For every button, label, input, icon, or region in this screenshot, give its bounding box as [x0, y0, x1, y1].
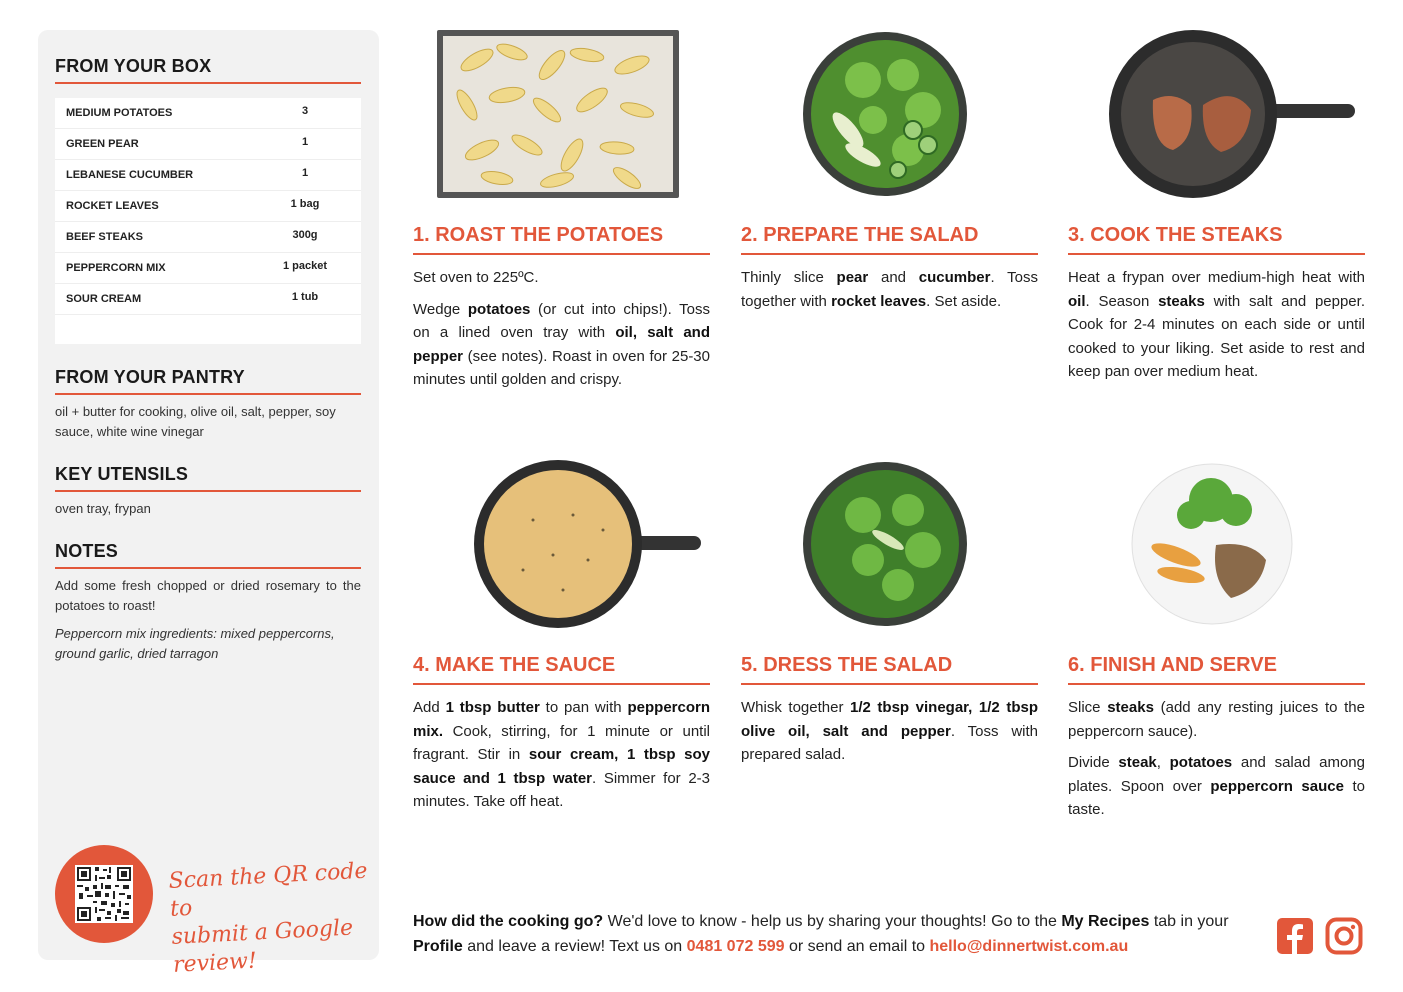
divider: [413, 683, 710, 685]
ingredient-name: SOUR CREAM: [66, 293, 142, 305]
step-1-text: [413, 266, 710, 400]
step-3-paragraph: [1068, 266, 1365, 384]
ingredient-qty: 1: [301, 167, 309, 179]
ingredients-table: [55, 98, 361, 344]
text: and salad among plates. Spoon over: [1068, 754, 1365, 795]
text: ,: [1156, 754, 1170, 771]
ingredient: 1 tbsp butter: [445, 699, 540, 716]
step-2-title: 2. PREPARE THE SALAD: [741, 224, 979, 246]
step-1-title: 1. ROAST THE POTATOES: [413, 224, 664, 246]
ingredient: peppercorn sauce: [1210, 777, 1344, 795]
step-5-text: [741, 696, 1038, 775]
step-5-title: 5. DRESS THE SALAD: [741, 654, 953, 676]
ingredient: oil, salt and pepper: [413, 324, 710, 365]
finish-and-serve-photo: [1131, 460, 1293, 628]
table-row: [55, 98, 361, 129]
pantry-text: oil + butter for cooking, olive oil, salt, pepper, soy sauce, white wine vinegar: [55, 404, 336, 439]
email-link[interactable]: hello@dinnertwist.com.au: [929, 938, 1129, 955]
text: Thinly slice: [741, 269, 837, 286]
text: or send an email to: [784, 938, 930, 955]
divider: [741, 253, 1038, 255]
divider: [1068, 683, 1365, 685]
ingredient-qty: 1: [301, 136, 309, 148]
divider: [413, 253, 710, 255]
step-3-text: [1068, 266, 1365, 392]
ingredient-name: MEDIUM POTATOES: [66, 107, 173, 119]
ingredient: steaks: [1158, 292, 1205, 310]
step-2-paragraph: [741, 266, 1038, 313]
divider: [55, 393, 361, 395]
step-2-text: [741, 266, 1038, 321]
text: Divide: [1068, 754, 1119, 771]
ingredient-qty: 300g: [292, 229, 318, 241]
step-4-paragraph: [413, 696, 710, 814]
ingredient-qty: 1 bag: [290, 198, 320, 210]
divider: [741, 683, 1038, 685]
step-4-title: 4. MAKE THE SAUCE: [413, 654, 616, 676]
text: to taste.: [1068, 777, 1365, 818]
roast-potatoes-photo: [437, 30, 679, 198]
instagram-icon[interactable]: [1325, 917, 1363, 955]
notes-italic-text: Peppercorn mix ingredients: mixed peppercorns, ground garlic, dried tarragon: [55, 626, 335, 661]
dress-salad-photo: [803, 460, 967, 628]
ingredient: steak: [1118, 754, 1157, 771]
text: to pan with: [539, 699, 628, 716]
ingredient-name: BEEF STEAKS: [66, 231, 144, 243]
text: . Simmer for 2-3 minutes. Take off heat.: [413, 769, 710, 810]
text: . Toss together with: [741, 269, 1038, 310]
cook-steaks-photo: [1103, 30, 1355, 198]
table-row: [55, 253, 361, 284]
text: with salt and pepper. Cook for 2-4 minutes on each side or until cooked to your liking. Set aside to rest and keep pan over medium heat.: [1068, 292, 1365, 380]
divider: [1068, 253, 1365, 255]
text: . Season: [1085, 292, 1159, 310]
text: We'd love to know - help us by sharing your thoughts! Go to the: [603, 913, 1062, 930]
text: . Toss with prepared salad.: [741, 722, 1038, 763]
ingredient-qty: 3: [301, 105, 309, 117]
text: Whisk together: [741, 699, 851, 716]
footer-bold: Profile: [413, 938, 463, 955]
text: . Set aside.: [926, 292, 1002, 310]
qr-caption-line: submit a Google review!: [170, 915, 354, 978]
ingredient-name: GREEN PEAR: [66, 138, 139, 150]
ingredient: pear: [836, 269, 869, 286]
table-row: [55, 284, 361, 315]
step-1-paragraph: [413, 298, 710, 392]
ingredient-name: ROCKET LEAVES: [66, 200, 159, 212]
step-6-title: 6. FINISH AND SERVE: [1068, 654, 1277, 676]
step-4-text: [413, 696, 710, 822]
text: (add any resting juices to the peppercorn sauce).: [1068, 699, 1365, 740]
text: Cook, stirring, for 1 minute or until fragrant. Stir in: [413, 722, 710, 763]
ingredient: 1/2 tbsp vinegar, 1/2 tbsp olive oil, salt and pepper: [741, 699, 1038, 740]
footer-bold: How did the cooking go?: [413, 913, 604, 930]
step-1-paragraph: Set oven to 225ºC.: [413, 269, 539, 286]
text: tab in your: [1149, 913, 1229, 930]
ingredient: peppercorn mix.: [413, 699, 710, 740]
text: Slice: [1068, 699, 1108, 716]
step-6-paragraph: [1068, 696, 1365, 743]
from-your-pantry-heading: FROM YOUR PANTRY: [55, 367, 245, 387]
divider: [55, 490, 361, 492]
ingredient-qty: 1 packet: [282, 260, 328, 272]
facebook-icon[interactable]: [1276, 917, 1314, 955]
qr-caption-line: Scan the QR code to: [168, 858, 369, 922]
step-6-paragraph: [1068, 751, 1365, 822]
step-6-text: [1068, 696, 1365, 830]
text: and: [868, 269, 919, 286]
notes-heading: NOTES: [55, 541, 119, 561]
phone-link[interactable]: 0481 072 599: [686, 938, 785, 955]
step-3-title: 3. COOK THE STEAKS: [1068, 224, 1283, 246]
key-utensils-heading: KEY UTENSILS: [55, 464, 189, 484]
qr-code-icon[interactable]: [75, 865, 133, 923]
table-row: [55, 222, 361, 253]
footer-bold: My Recipes: [1061, 913, 1150, 930]
divider: [55, 82, 361, 84]
sidebar: [38, 30, 379, 978]
ingredient-name: LEBANESE CUCUMBER: [66, 169, 194, 181]
ingredient: sour cream, 1 tbsp soy sauce and 1 tbsp water: [413, 746, 710, 787]
make-sauce-photo: [463, 460, 701, 628]
ingredient: steaks: [1107, 699, 1154, 716]
text: (see notes). Roast in oven for 25-30 minutes until golden and crispy.: [413, 347, 710, 388]
step-5-paragraph: [741, 696, 1038, 767]
ingredient-name: PEPPERCORN MIX: [66, 262, 166, 274]
ingredient-qty: 1 tub: [291, 291, 319, 303]
feedback-footer: [413, 909, 1263, 959]
notes-text: Add some fresh chopped or dried rosemary to the potatoes to roast!: [55, 578, 361, 613]
qr-caption: [168, 858, 374, 980]
ingredient: potatoes: [1169, 754, 1233, 771]
text: Add: [413, 699, 446, 716]
text: Heat a frypan over medium-high heat with: [1068, 269, 1365, 286]
ingredient: rocket leaves: [831, 292, 927, 310]
table-row: [55, 191, 361, 222]
table-row: [55, 129, 361, 160]
ingredient: potatoes: [467, 300, 531, 318]
text: (or cut into chips!). Toss on a lined oven tray with: [413, 300, 710, 341]
ingredient: cucumber: [918, 269, 991, 286]
prepare-salad-photo: [803, 30, 967, 198]
text: Wedge: [413, 300, 468, 318]
utensils-text: oven tray, frypan: [55, 501, 151, 516]
ingredient: oil: [1068, 292, 1086, 310]
from-your-box-heading: FROM YOUR BOX: [55, 56, 212, 76]
text: and leave a review! Text us on: [462, 938, 687, 955]
table-row: [55, 160, 361, 191]
qr-badge[interactable]: [55, 845, 153, 943]
divider: [55, 567, 361, 569]
